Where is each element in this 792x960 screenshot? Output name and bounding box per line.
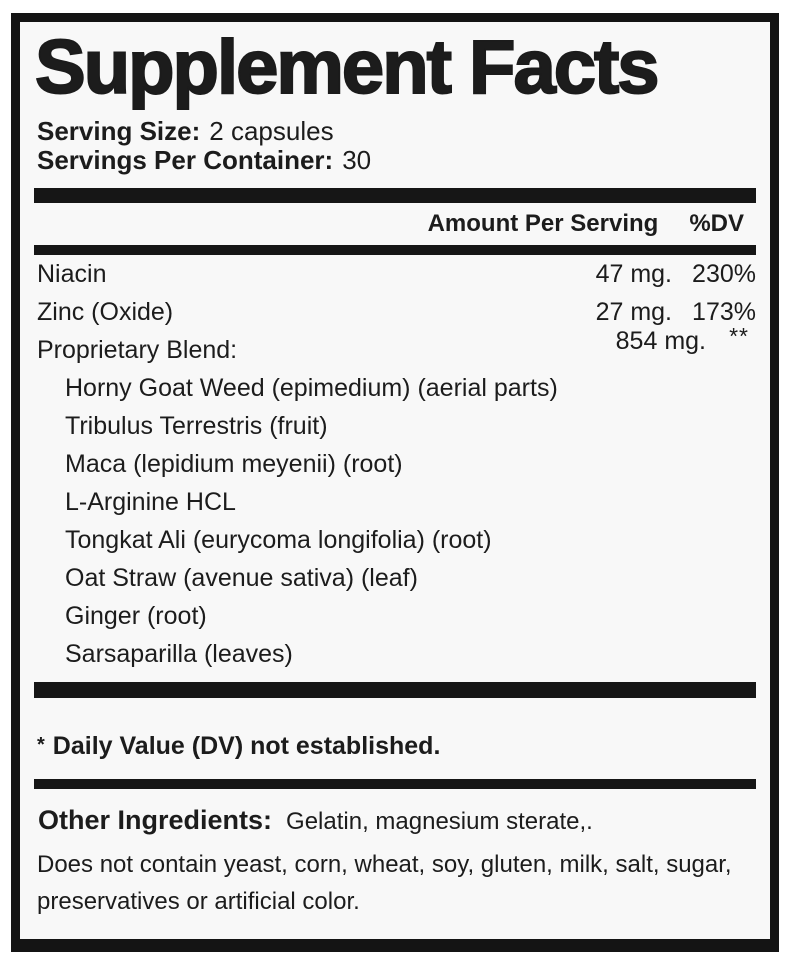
disclaimer-line-1: Does not contain yeast, corn, wheat, soy, gluten, milk, salt, sugar, — [37, 851, 732, 879]
nutrient-row-niacin — [34, 255, 756, 293]
other-ingredients-label: Other Ingredients: — [38, 805, 273, 836]
blend-ingredient-name: Tribulus Terrestris (fruit) — [65, 411, 328, 440]
blend-ingredient-row — [34, 445, 756, 483]
divider-thick-top — [34, 188, 756, 203]
nutrient-rows — [34, 255, 756, 673]
serving-info — [37, 117, 756, 175]
dv-footnote-text: Daily Value (DV) not established. — [52, 732, 441, 761]
nutrient-amount: 27 mg. — [595, 297, 672, 326]
nutrient-name: Proprietary Blend: — [37, 335, 238, 364]
nutrient-amount: 854 mg. — [615, 326, 706, 355]
blend-ingredient-row — [34, 597, 756, 635]
supplement-facts-panel — [11, 13, 779, 952]
blend-ingredient-row — [34, 521, 756, 559]
blend-ingredient-row — [34, 559, 756, 597]
nutrient-dv: 173% — [692, 297, 756, 326]
asterisk-icon: * — [37, 734, 45, 757]
servings-per-container-label: Servings Per Container: — [37, 145, 334, 176]
divider-thick-bottom — [34, 682, 756, 698]
blend-ingredient-row — [34, 369, 756, 407]
blend-ingredient-name: Oat Straw (avenue sativa) (leaf) — [65, 563, 418, 592]
nutrient-amount: 47 mg. — [595, 259, 672, 288]
nutrient-dv: 230% — [692, 259, 756, 288]
servings-per-container-value: 30 — [342, 145, 372, 176]
nutrient-name: Niacin — [37, 259, 107, 288]
blend-ingredient-row — [34, 407, 756, 445]
blend-ingredient-row — [34, 483, 756, 521]
panel-title: Supplement Facts — [35, 25, 658, 110]
dv-footnote — [37, 731, 756, 760]
allergen-disclaimer — [37, 846, 756, 920]
servings-per-container-line — [37, 146, 756, 175]
nutrient-row-zinc — [34, 293, 756, 331]
nutrient-dv: ** — [729, 322, 749, 349]
amount-per-serving-header: Amount Per Serving — [427, 210, 659, 238]
column-header-row — [34, 203, 756, 245]
serving-size-line — [37, 117, 756, 146]
blend-ingredient-name: L-Arginine HCL — [65, 487, 236, 516]
dv-header: %DV — [689, 210, 744, 238]
nutrient-row-proprietary-blend — [34, 322, 756, 369]
blend-ingredient-name: Maca (lepidium meyenii) (root) — [65, 449, 403, 478]
panel-inner — [20, 25, 770, 945]
serving-size-value: 2 capsules — [209, 116, 334, 147]
blend-ingredient-name: Ginger (root) — [65, 601, 207, 630]
other-ingredients-section — [38, 805, 756, 837]
blend-ingredient-name: Tongkat Ali (eurycoma longifolia) (root) — [65, 525, 492, 554]
blend-ingredient-name: Sarsaparilla (leaves) — [65, 639, 293, 668]
blend-ingredient-name: Horny Goat Weed (epimedium) (aerial parts) — [65, 373, 558, 402]
disclaimer-line-2: preservatives or artificial color. — [37, 888, 360, 916]
serving-size-label: Serving Size: — [37, 116, 201, 147]
nutrient-name: Zinc (Oxide) — [37, 297, 174, 326]
other-ingredients-value: Gelatin, magnesium sterate,. — [286, 808, 593, 836]
blend-ingredient-row — [34, 635, 756, 673]
other-ingredients-line — [38, 805, 756, 837]
divider-under-header — [34, 245, 756, 255]
divider-above-other-ingredients — [34, 779, 756, 789]
